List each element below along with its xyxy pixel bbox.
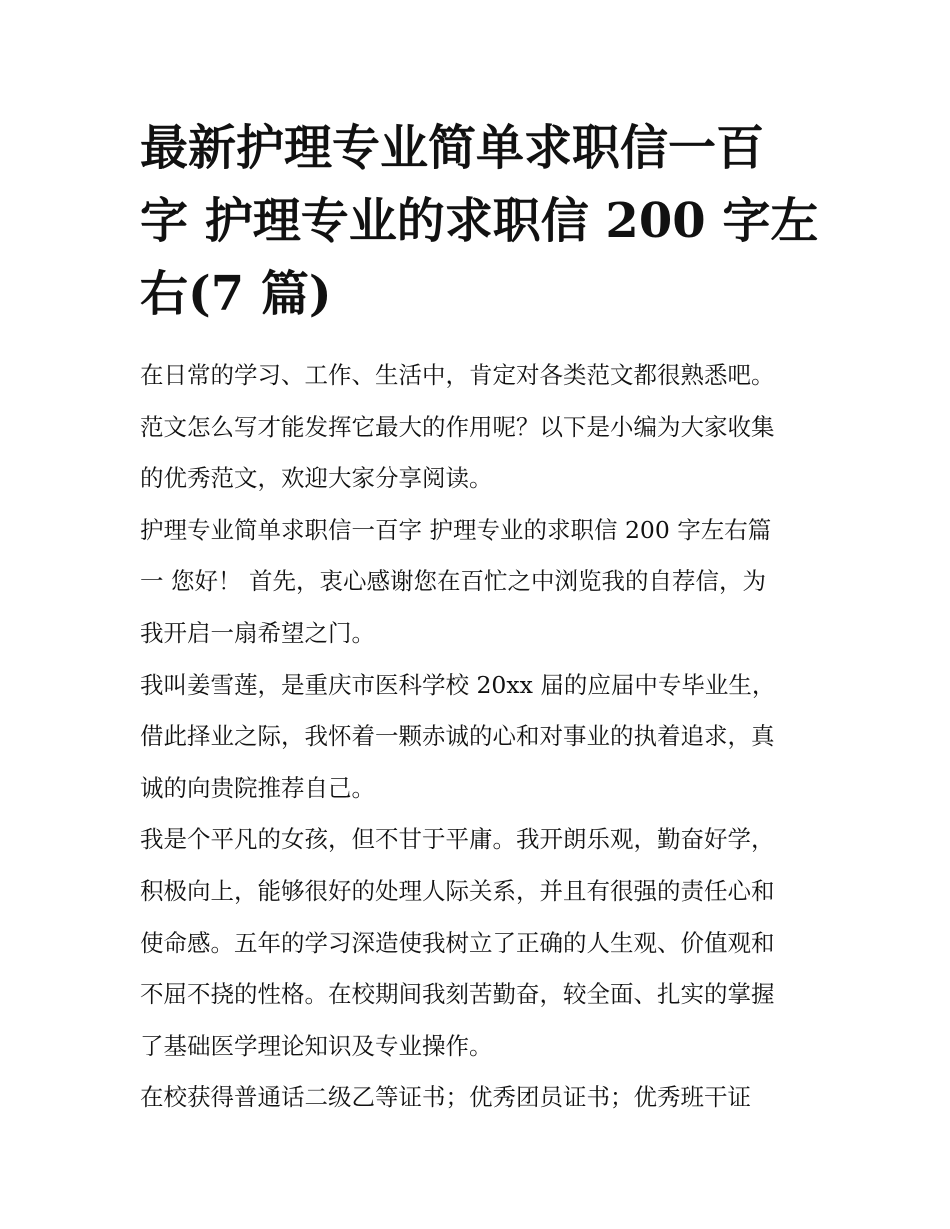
body-line: 我叫姜雪莲，是重庆市医科学校 20xx 届的应届中专毕业生， xyxy=(140,670,776,699)
body-line: 在日常的学习、工作、生活中，肯定对各类范文都很熟悉吧。 xyxy=(140,361,775,389)
body-line: 我是个平凡的女孩，但不甘于平庸。我开朗乐观，勤奋好学， xyxy=(140,825,775,854)
body-line: 使命感。五年的学习深造使我树立了正确的人生观、价值观和 xyxy=(140,928,775,957)
body-line: 不屈不挠的性格。在校期间我刻苦勤奋，较全面、扎实的掌握 xyxy=(140,980,775,1009)
body-line: 护理专业简单求职信一百字 护理专业的求职信 200 字左右篇 xyxy=(140,515,772,544)
body-line: 借此择业之际，我怀着一颗赤诚的心和对事业的执着追求，真 xyxy=(140,722,775,751)
body-line: 诚的向贵院推荐自己。 xyxy=(140,773,375,802)
body-line: 范文怎么写才能发挥它最大的作用呢？以下是小编为大家收集 xyxy=(140,412,775,441)
document-title xyxy=(140,112,820,331)
body-line: 我开启一扇希望之门。 xyxy=(140,618,375,647)
body-line: 一 您好！ 首先，衷心感谢您在百忙之中浏览我的自荐信，为 xyxy=(140,567,766,596)
body-line: 的优秀范文，欢迎大家分享阅读。 xyxy=(140,464,493,493)
document-body xyxy=(140,350,820,1124)
title-line: 字 护理专业的求职信 200 字左 xyxy=(140,193,819,249)
title-line: 最新护理专业简单求职信一百 xyxy=(140,120,765,176)
body-line: 在校获得普通话二级乙等证书；优秀团员证书；优秀班干证 xyxy=(140,1083,751,1112)
title-line: 右(7 篇) xyxy=(140,266,332,322)
body-line: 了基础医学理论知识及专业操作。 xyxy=(140,1031,493,1060)
body-line: 积极向上，能够很好的处理人际关系，并且有很强的责任心和 xyxy=(140,876,775,905)
